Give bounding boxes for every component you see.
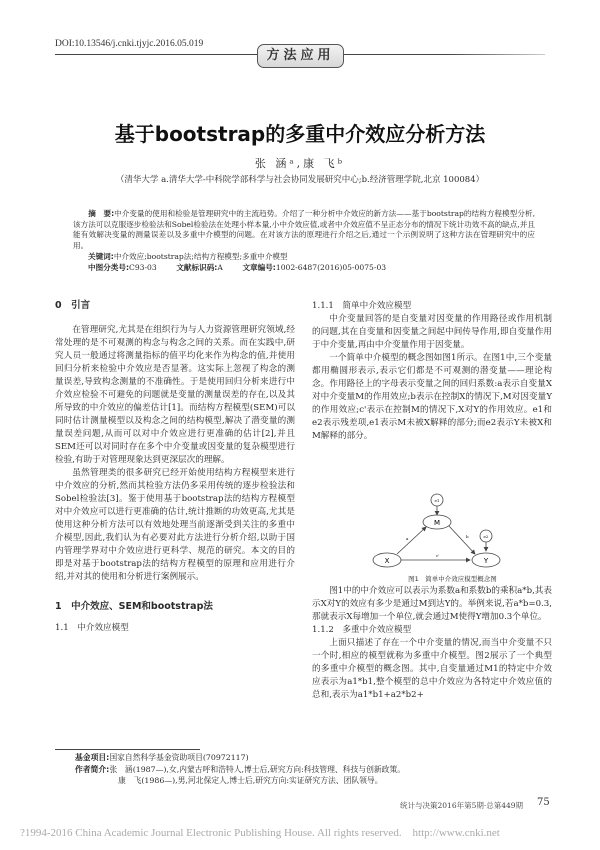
node-m: M [433,519,441,527]
node-x: X [384,557,390,565]
doc-code-value: A [217,263,223,272]
section-1-1-2-heading: 1.1.2 多重中介效应模型 [312,625,412,635]
section-badge: 方法应用 [257,44,344,68]
left-column [55,292,295,635]
paragraph: 上面只描述了存在一个中介变量的情况,而当中介变量不只一个时,相应的模型就称为多重中介模型。图2展示了一个典型的多重中介模型的概念图。其中,自变量通过M1的特定中介效应表示为a1*b1,整个模型的总中介效应为各特定中介效应值的总和,表示为a1*b1+a2*b2+ [312,638,552,700]
clc-value: C93-03 [129,263,157,272]
abstract-text: 中介变量的使用和检验是管理研究中的主流趋势。介绍了一种分析中介效应的新方法——基于bootstrap的结构方程模型分析,该方法可以克服逐步检验法和Sobel检验法在处理小样本量,小中介效应值,或者中介效应值不呈正态分布的情况下统计功效不高的缺点,并且能有效解决变量的测量误差以及多重中介模型的问题。在对该方法的原理进行介绍之后,通过一个示例说明了这种方法在管理研究中的应用。 [73,209,535,250]
doi: DOI:10.13546/j.cnki.tjyjc.2016.05.019 [55,39,204,49]
fund-text: 国家自然科学基金资助项目(70972117) [109,753,249,762]
section-1-1-heading: 1.1 中介效应模型 [55,623,129,633]
copyright: ?1994-2016 China Academic Journal Electronic Publishing House. All rights reserved. http://www.cnki.net [20,827,500,839]
path-b: b [466,534,469,539]
article-no-value: 1002-6487(2016)05-0075-03 [275,263,387,272]
paragraph: 中介变量回答的是自变量对因变量的作用路径或作用机制的问题,其在自变量和因变量之间起中间传导作用,即自变量作用于中介变量,再由中介变量作用于因变量。 [312,314,552,350]
authors: 张 涵ᵃ,康 飞ᵇ [254,157,346,170]
section-1-1-1-heading: 1.1.1 简单中介效应模型 [312,301,412,311]
bio-2: 康 飞(1986—),男,河北保定人,博士后,研究方向:实证研究方法、团队领导。 [118,776,383,785]
right-column-bottom [312,585,552,702]
path-a: a [406,536,409,541]
figure-1-diagram [370,488,535,578]
abstract-label: 摘 要: [88,209,115,218]
doc-code-label: 文献标识码: [176,263,218,272]
bio-label: 作者简介: [75,764,110,774]
node-e1: e1 [434,498,440,503]
keywords-label: 关键词: [88,252,114,261]
keywords-text: 中介效应;bootstrap法;结构方程模型;多重中介模型 [113,252,288,261]
fund-label: 基金项目: [75,753,110,762]
footnote-rule [55,749,200,750]
abstract [73,209,535,251]
clc-label: 中图分类号: [88,263,130,272]
paragraph: 图1中的中介效应可以表示为系数a和系数b的乘积a*b,其表示X对Y的效应有多少是通过M到达Y的。举例来说,若a*b=0.3,那就表示X每增加一个单位,就会通过M使得Y增加0.3个单位。 [312,586,552,622]
classification [88,262,386,273]
right-column-top [312,300,552,443]
keywords [88,251,288,262]
paragraph: 虽然管理类的很多研究已经开始使用结构方程模型来进行中介效应的分析,然而其检验方法仍多采用传统的逐步检验法和Sobel检验法[3]。鉴于使用基于bootstrap法的结构方程模型对中介效应可以进行更准确的估计,统计推断的功效更高,尤其是使用这种分析方法可以有效地处理当前逐渐受到关注的多重中介模型,因此,我们认为有必要对此方法进行分析介绍,以助于国内管理学界对中介效应进行更科学、规范的研究。本文的目的即是对基于bootstrap法的结构方程模型的原理和应用进行介绍,并对其的使用和分析进行案例展示。 [55,468,295,582]
bio-1: 张 涵(1987—),女,内蒙古呼和浩特人,博士后,研究方向:科技管理、科技与创新政策。 [109,764,406,774]
section-1-heading: 1 中介效应、SEM和bootstrap法 [55,601,213,612]
section-0-heading: 0 引言 [55,300,91,311]
page-number: 75 [537,797,550,808]
journal-info: 统计与决策2016年第5期·总第449期 [400,801,524,810]
paragraph: 一个简单中介模型的概念图如图1所示。在图1中,三个变量都用椭圆形表示,表示它们都是不可观测的潜变量——理论构念。作用路径上的字母表示变量之间的回归系数:a表示自变量X对中介变量M的作用效应;b表示在控制X的情况下,M对因变量Y的作用效应;c'表示在控制M的情况下,X对Y的作用效应。e1和e2表示残差项,e1表示M未被X解释的部分;而e2表示Y未被X和M解释的部分。 [312,353,552,441]
path-c: c' [436,553,440,558]
affiliation: （清华大学 a.清华大学-中科院学部科学与社会协同发展研究中心;b.经济管理学院,北京 100084） [115,175,485,185]
paragraph: 在管理研究,尤其是在组织行为与人力资源管理研究领域,经常处理的是不可观测的构念与构念之间的关系。而在实践中,研究人员一般通过将测量指标的值平均化来作为构念的值,并使用回归分析来检验中介效应是否显著。这实际上忽视了构念的测量误差,导致构念测量的不准确性。于是使用回归分析来进行中介效应检验不可避免的问题就是变量的测量误差的存在,以及其所导致的中介效应的偏差估计[1]。而结构方程模型(SEM)可以同时估计测量模型以及构念之间的结构模型,解决了潜变量的测量误差问题,从而可以对中介效应进行更准确的估计[2],并且SEM还可以对同时存在多个中介变量或因变量的复杂模型进行检验,有助于对管理现象达到更深层次的理解。 [55,325,295,465]
footnotes [75,752,405,787]
article-no-label: 文章编号: [242,263,276,272]
node-e2: e2 [483,534,489,539]
figure-1-caption: 图1 简单中介效应模型概念图 [408,575,497,583]
article-title: 基于bootstrap的多重中介效应分析方法 [114,122,486,146]
node-y: Y [483,557,489,565]
